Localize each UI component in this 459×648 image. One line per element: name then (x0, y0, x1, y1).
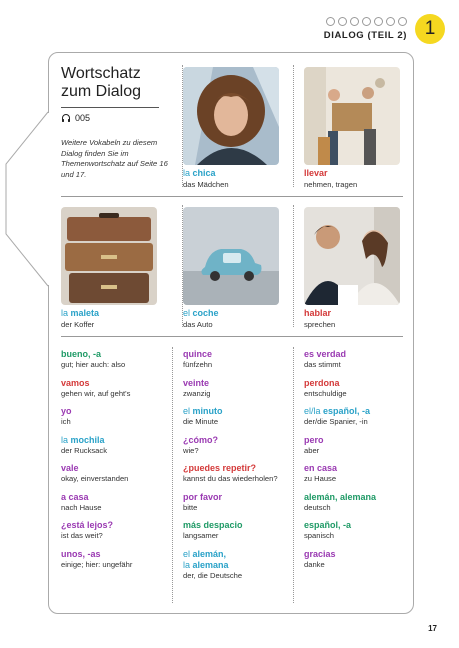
word-entry (61, 349, 171, 370)
word-translation: entschuldige (304, 388, 347, 398)
word-list-column-2 (183, 349, 293, 588)
section-divider (61, 196, 403, 197)
progress-dot (362, 17, 371, 26)
word-translation: zu Hause (304, 474, 337, 483)
word-term: perdona (304, 377, 340, 388)
progress-dot (350, 17, 359, 26)
word-entry (183, 378, 293, 399)
word-term: quince (183, 349, 213, 359)
word-translation: die Minute (183, 417, 219, 426)
word-translation: der Rucksack (61, 445, 108, 455)
word-translation: zwanzig (183, 388, 211, 398)
word-entry (183, 492, 293, 513)
progress-dot (374, 17, 383, 26)
audio-track-number: 005 (75, 113, 91, 123)
word-entry (183, 349, 293, 370)
reference-note: Weitere Vokabeln zu diesem Dialog finden Sie im Themenwortschatz auf Seite 16 und 17. (61, 138, 168, 179)
word-term: es verdad (304, 349, 347, 359)
word-entry (183, 520, 293, 541)
word-term: la mochila (61, 434, 105, 445)
word-entry (304, 492, 414, 513)
progress-dot (338, 17, 347, 26)
word-translation: bitte (183, 502, 198, 512)
vocab-translation: der Koffer (61, 320, 95, 329)
vocab-translation: das Mädchen (183, 180, 229, 189)
word-term: vamos (61, 377, 90, 388)
callout-pointer (0, 0, 60, 320)
vocab-translation: das Auto (183, 320, 213, 329)
word-term: a casa (61, 491, 89, 502)
word-term: en casa (304, 463, 338, 473)
word-entry (61, 463, 171, 484)
word-entry (61, 435, 171, 456)
section-label: DIALOG (TEIL 2) (323, 30, 407, 41)
word-entry (61, 378, 171, 399)
word-list-column-3 (304, 349, 414, 577)
column-divider (172, 347, 173, 603)
word-entry (183, 435, 293, 456)
word-term: pero (304, 434, 324, 445)
word-term: ¿cómo? (183, 434, 218, 445)
word-translation: ist das weit? (61, 531, 103, 540)
word-translation: aber (304, 445, 320, 455)
photo-toy-car (183, 207, 279, 305)
word-entry (61, 406, 171, 427)
page-number: 17 (428, 624, 437, 633)
vocab-term: la maleta (61, 308, 100, 318)
word-translation: der/die Spanier, -in (304, 417, 368, 426)
word-term: ¿está lejos? (61, 520, 114, 530)
page-title (61, 65, 171, 101)
vocabulary-card (48, 52, 414, 614)
word-term: unos, -as (61, 548, 101, 559)
word-translation: kannst du das wiederholen? (183, 474, 278, 483)
word-entry (61, 520, 171, 541)
word-translation: einige; hier: ungefähr (61, 559, 133, 569)
word-term: gracias (304, 548, 336, 559)
word-entry (183, 549, 293, 581)
word-entry (183, 463, 293, 484)
word-translation: okay, einverstanden (61, 474, 129, 483)
word-list-column-1 (61, 349, 171, 577)
word-term: veinte (183, 377, 210, 388)
word-entry (304, 520, 414, 541)
word-translation: fünfzehn (183, 360, 213, 369)
section-divider (61, 336, 403, 337)
word-translation: spanisch (304, 531, 334, 540)
photo-girl (183, 67, 279, 165)
word-entry (304, 463, 414, 484)
lesson-number-badge: 1 (415, 14, 445, 44)
title-line-1: Wortschatz (61, 65, 141, 82)
word-translation: wie? (183, 445, 199, 455)
word-term: vale (61, 463, 79, 473)
word-entry (61, 492, 171, 513)
progress-dot (386, 17, 395, 26)
lesson-header (285, 14, 445, 48)
word-translation: langsamer (183, 531, 219, 540)
word-term: por favor (183, 491, 223, 502)
photo-carrying-box (304, 67, 400, 165)
photo-talking (304, 207, 400, 305)
word-entry (304, 406, 414, 427)
audio-track[interactable] (61, 113, 90, 123)
progress-dot (398, 17, 407, 26)
headphones-icon (61, 113, 71, 123)
word-translation: ich (61, 417, 71, 426)
word-term: español, -a (304, 520, 352, 530)
vocab-term: el coche (183, 308, 219, 318)
word-term: alemán, alemana (304, 491, 377, 502)
vocab-term: llevar (304, 168, 328, 178)
word-translation: danke (304, 559, 325, 569)
word-term: más despacio (183, 520, 243, 530)
word-entry (304, 378, 414, 399)
title-line-2: zum Dialog (61, 83, 142, 100)
column-divider (293, 347, 294, 603)
progress-dots (326, 17, 407, 26)
column-divider (293, 65, 294, 187)
photo-suitcases (61, 207, 157, 305)
word-translation: gehen wir, auf geht's (61, 388, 131, 398)
word-entry (304, 435, 414, 456)
vocab-term: la chica (183, 168, 216, 178)
word-term: bueno, -a (61, 349, 101, 359)
vocab-translation: sprechen (304, 320, 336, 329)
word-entry (61, 549, 171, 570)
word-entry (304, 349, 414, 370)
title-underline (61, 107, 159, 108)
word-term: el alemán, la alemana (183, 548, 229, 570)
word-translation: das stimmt (304, 360, 341, 369)
word-entry (304, 549, 414, 570)
word-term: el minuto (183, 406, 223, 416)
vocab-translation: nehmen, tragen (304, 180, 358, 189)
word-term: ¿puedes repetir? (183, 463, 257, 473)
progress-dot (326, 17, 335, 26)
word-entry (183, 406, 293, 427)
vocab-term: hablar (304, 308, 332, 318)
word-term: el/la español, -a (304, 406, 371, 416)
word-term: yo (61, 406, 72, 416)
column-divider (293, 205, 294, 327)
word-translation: der, die Deutsche (183, 570, 243, 580)
word-translation: deutsch (304, 502, 331, 512)
word-translation: nach Hause (61, 502, 102, 512)
word-translation: gut; hier auch: also (61, 360, 126, 369)
